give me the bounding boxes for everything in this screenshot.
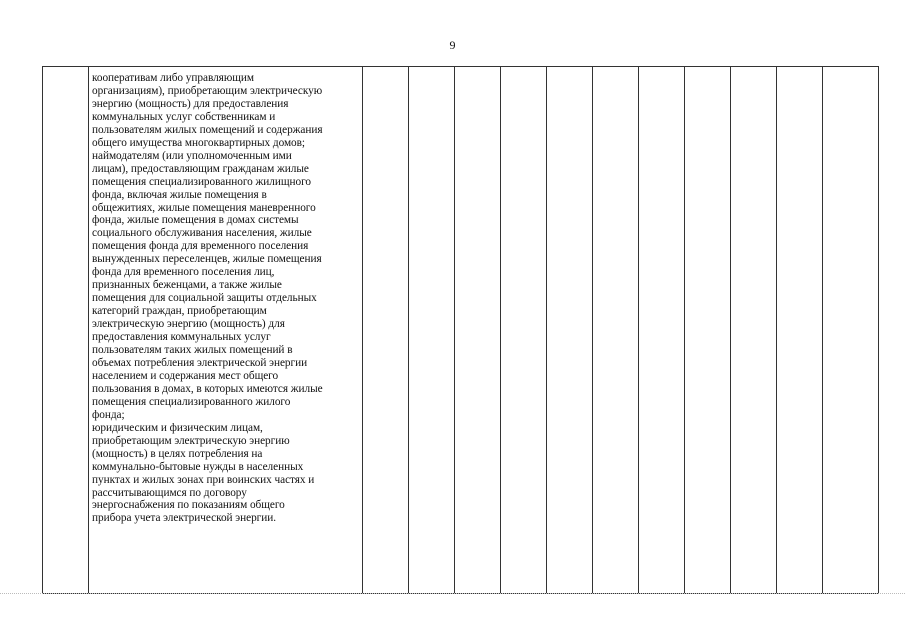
value-cell [777, 67, 823, 594]
tariff-table [42, 66, 879, 594]
value-cell [363, 67, 409, 594]
value-cell [501, 67, 547, 594]
value-cell [593, 67, 639, 594]
value-cell [639, 67, 685, 594]
page-bottom-divider [0, 593, 905, 594]
value-cell [409, 67, 455, 594]
value-cell [823, 67, 879, 594]
value-cell [455, 67, 501, 594]
row-index-cell [43, 67, 89, 594]
consumer-category-description: кооперативам либо управляющим организациям), приобретающим электрическую энергию (мощность) для предоставления коммунальных услуг собственникам и пользователям жилых помещений и содержания общего имущества многоквартирных домов; наймодателям (или уполномоченным ими лицам), предоставляющим гражданам жилые помещения специализированного жилищного фонда, включая жилые помещения в общежитиях, жилые помещения маневренного фонда, жилые помещения в домах системы социального обслуживания населения, жилые помещения фонда для временного поселения вынужденных переселенцев, жилые помещения фонда для временного поселения лиц, признанных беженцами, а также жилые помещения для социальной защиты отдельных категорий граждан, приобретающим электрическую энергию (мощность) для предоставления коммунальных услуг пользователям таких жилых помещений в объемах потребления электрической энергии населением и содержания мест общего пользования в домах, в которых имеются жилые помещения специализированного жилого фонда; юридическим и физическим лицам, приобретающим электрическую энергию (мощность) в целях потребления на коммунально-бытовые нужды в населенных пунктах и жилых зонах при воинских частях и рассчитывающимся по договору энергоснабжения по показаниям общего прибора учета электрической энергии. [89, 67, 363, 594]
value-cell [731, 67, 777, 594]
table-row [43, 67, 879, 594]
page-number: 9 [449, 38, 456, 52]
value-cell [547, 67, 593, 594]
value-cell [685, 67, 731, 594]
